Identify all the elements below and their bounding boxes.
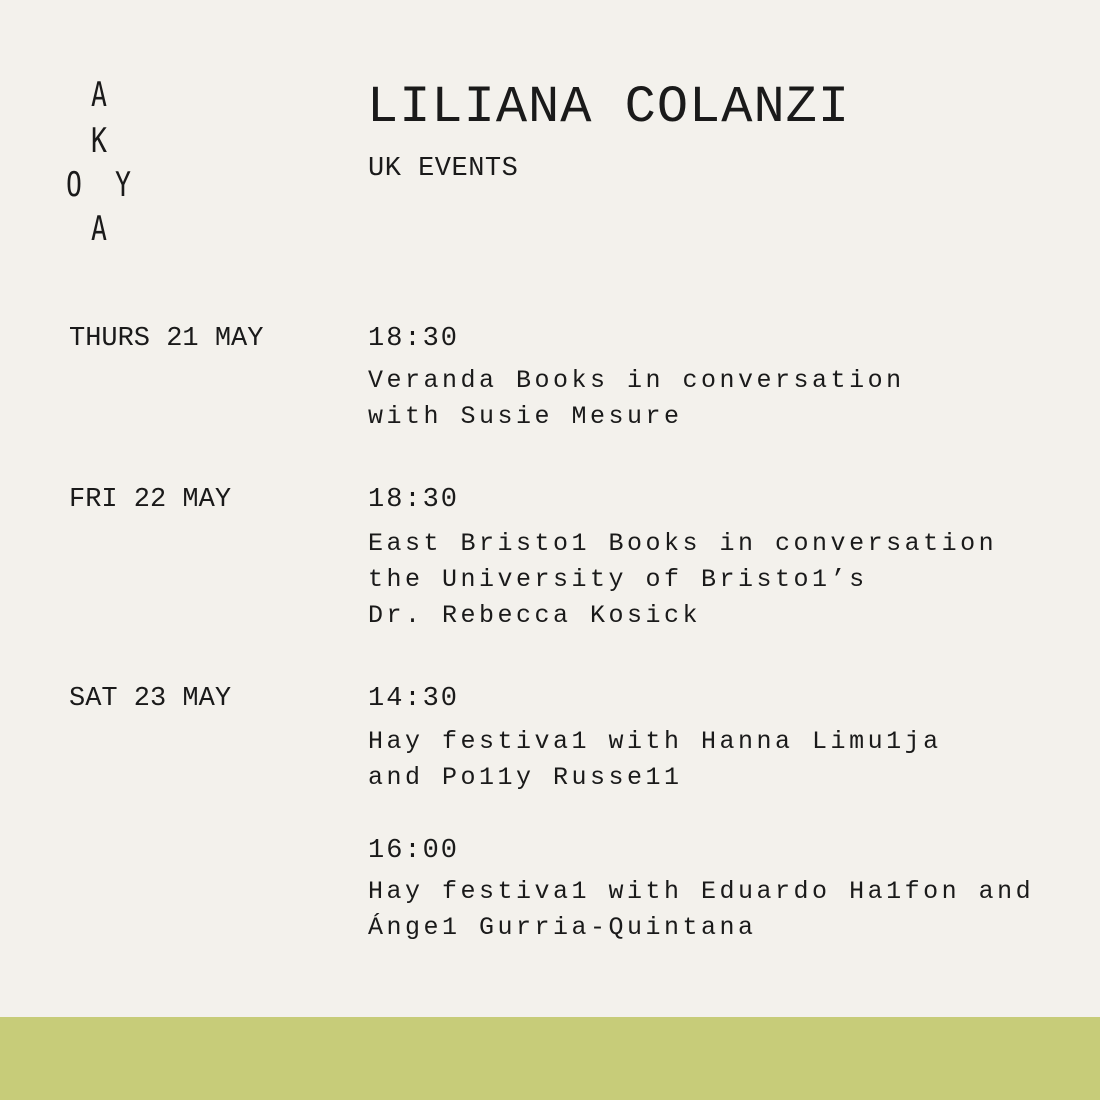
event-description-line: Ánge1 Gurria-Quintana: [368, 913, 757, 942]
day-label-fri: FRI 22 MAY: [69, 485, 232, 515]
event-description-line: with Susie Mesure: [368, 402, 683, 431]
event-description: [368, 874, 1034, 946]
event-description-line: Veranda Books in conversation: [368, 366, 905, 395]
event-description-line: East Bristo1 Books in conversation: [368, 529, 998, 558]
event-description-line: the University of Bristo1’s: [368, 565, 868, 594]
event-time: 18:30: [368, 485, 460, 515]
event-description: [368, 363, 905, 435]
logo-letter: K: [91, 121, 107, 161]
logo-letter: Y: [115, 165, 131, 205]
day-label-sat: SAT 23 MAY: [69, 684, 232, 714]
author-title: LILIANA COLANZI: [367, 78, 851, 137]
footer-color-band: [0, 1017, 1100, 1100]
event-description-line: Dr. Rebecca Kosick: [368, 601, 702, 630]
event-description-line: Hay festiva1 with Hanna Limu1ja: [368, 727, 942, 756]
event-description-line: and Po11y Russe11: [368, 763, 683, 792]
event-time: 14:30: [368, 684, 460, 714]
event-time: 18:30: [368, 324, 460, 354]
day-label-thurs: THURS 21 MAY: [69, 324, 264, 354]
events-subtitle: UK EVENTS: [368, 154, 519, 184]
logo-letter: O: [66, 165, 82, 205]
event-description-line: Hay festiva1 with Eduardo Ha1fon and: [368, 877, 1035, 906]
logo-letter: A: [91, 209, 107, 249]
event-description: [368, 724, 942, 796]
event-description: [368, 526, 997, 634]
event-time: 16:00: [368, 836, 460, 866]
logo-letter: A: [91, 75, 107, 115]
akoya-logo: [66, 75, 146, 250]
